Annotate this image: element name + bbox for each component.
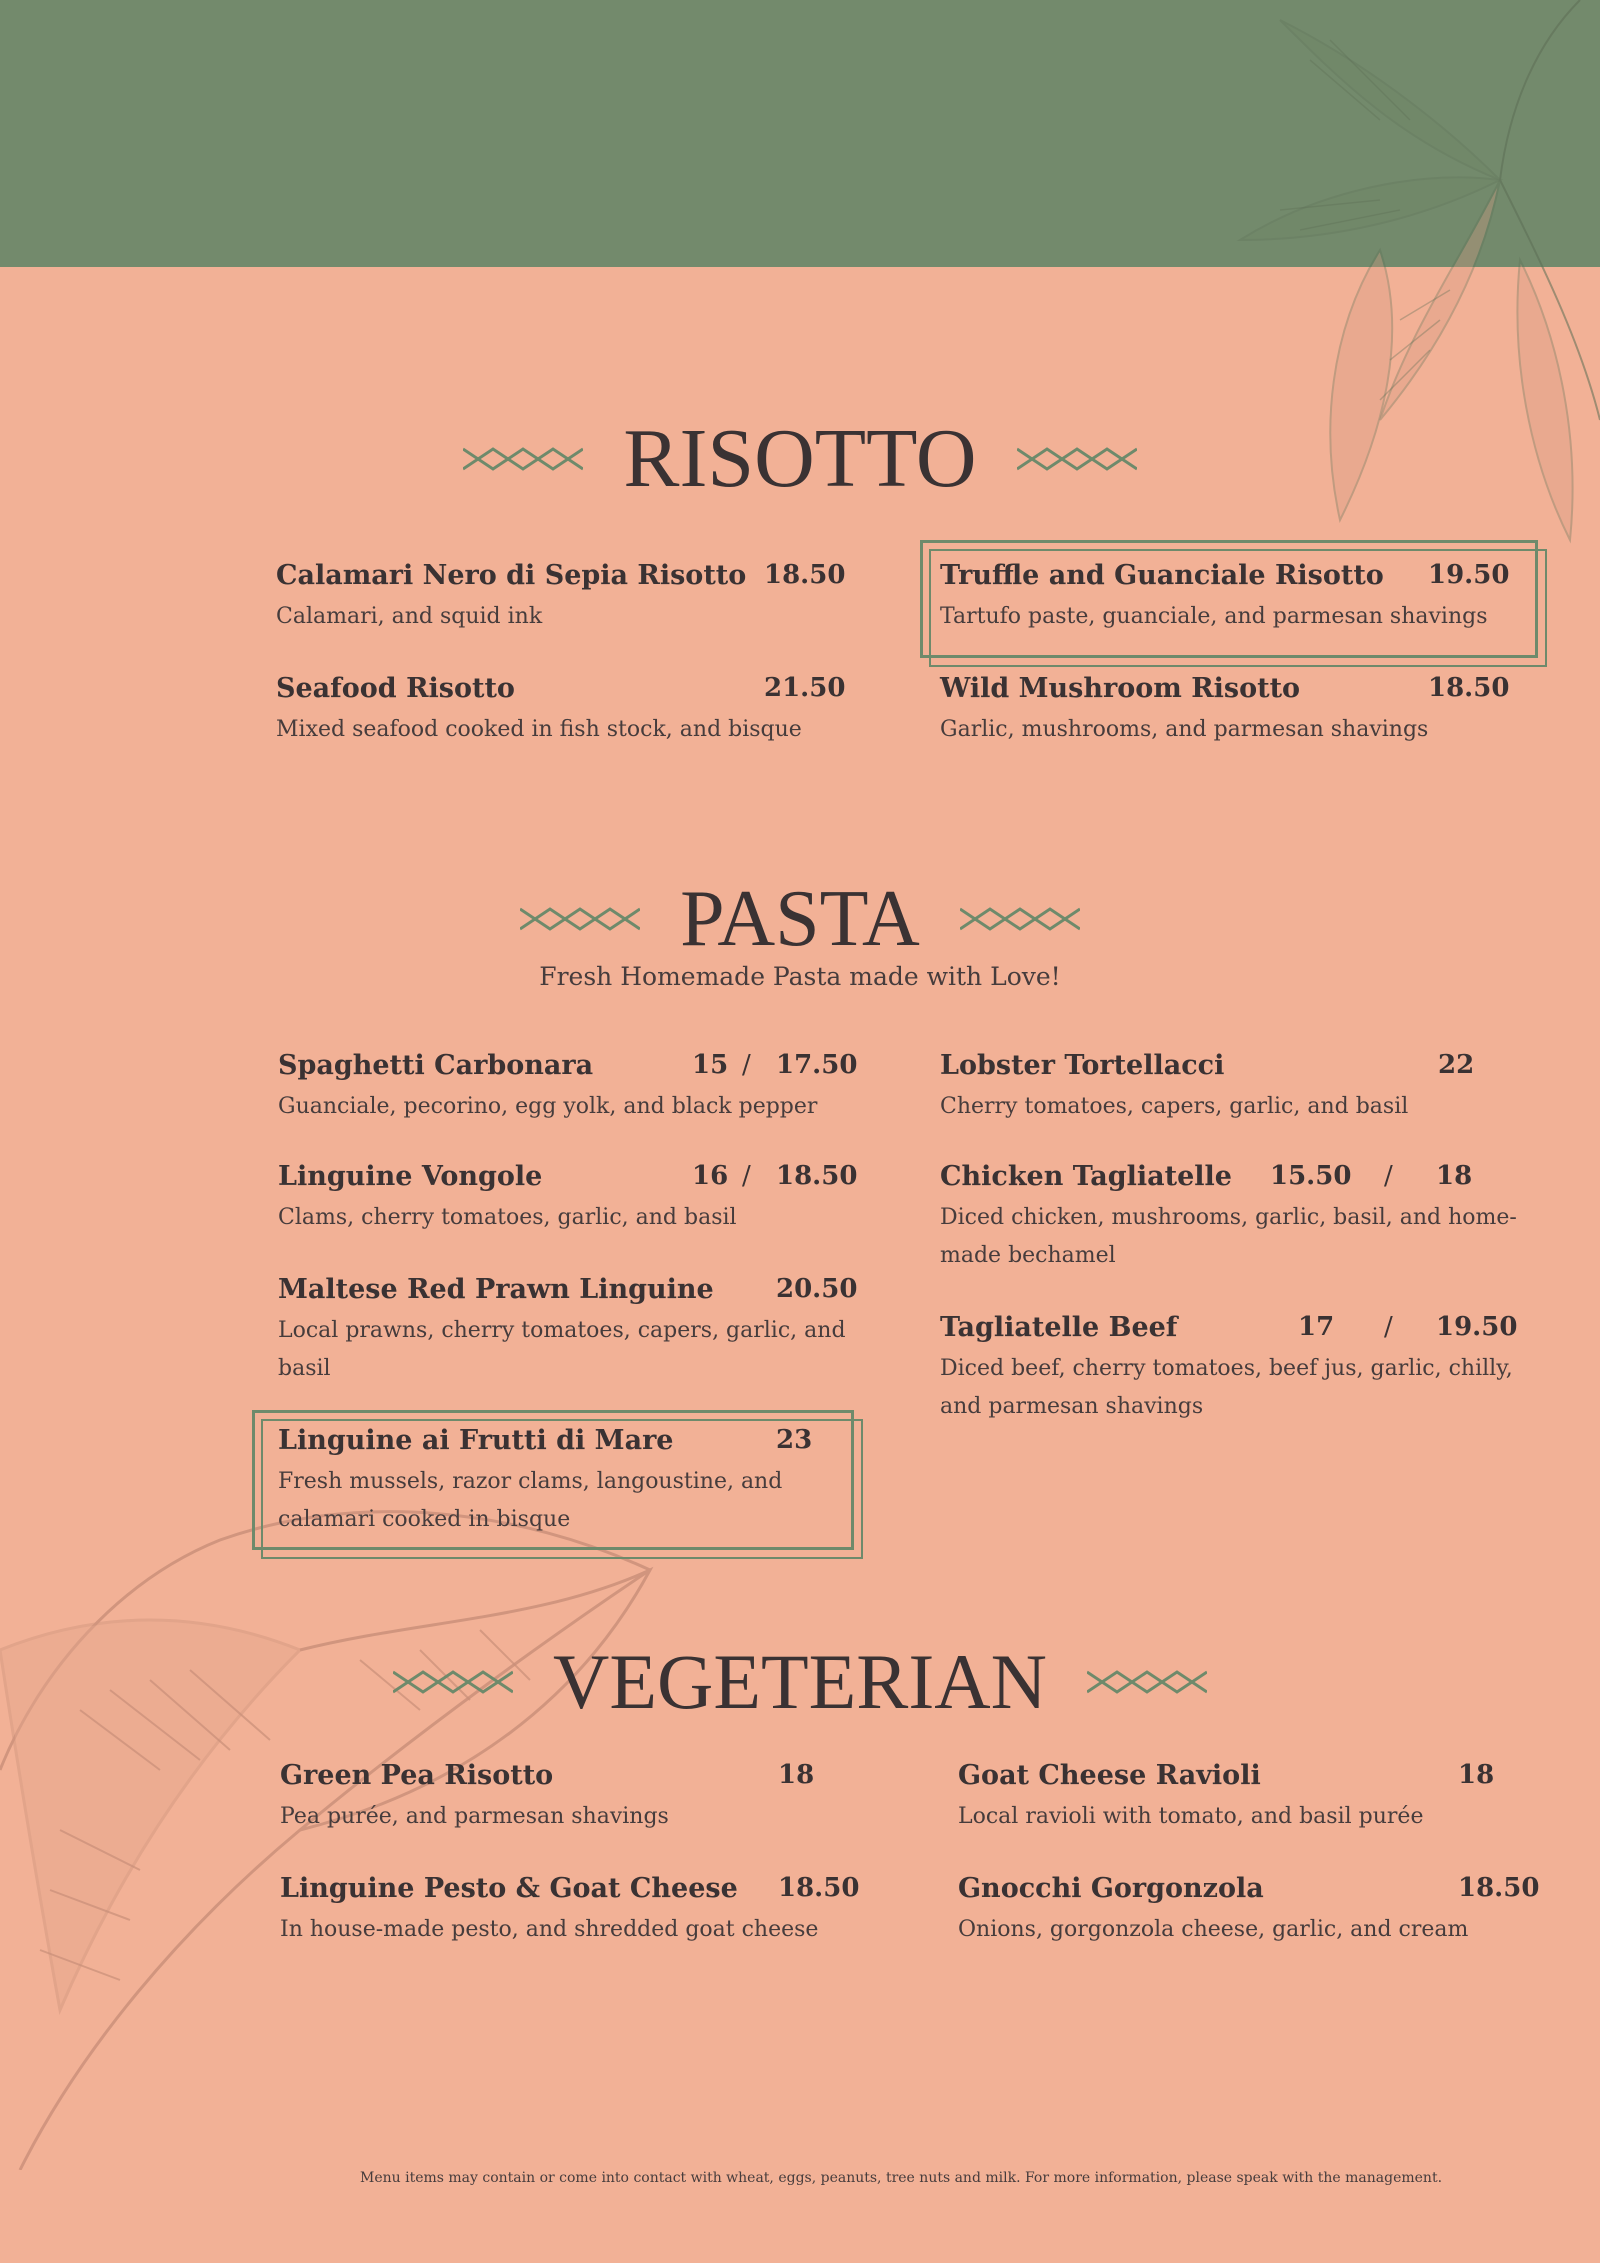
menu-item-linguine-pesto xyxy=(280,1873,860,1949)
menu-item-calamari-risotto xyxy=(276,560,846,636)
pasta-section-title xyxy=(0,868,1600,963)
item-price: 18.50 xyxy=(778,1873,860,1903)
vegetarian-title-text: VEGETERIAN xyxy=(553,1638,1047,1725)
item-name: Maltese Red Prawn Linguine xyxy=(278,1274,714,1305)
item-description-line-1: Diced chicken, mushrooms, garlic, basil, and home- xyxy=(940,1205,1517,1230)
item-description-line-1: Diced beef, cherry tomatoes, beef jus, garlic, chilly, xyxy=(940,1356,1513,1381)
menu-item-linguine-vongole xyxy=(278,1161,858,1237)
ornament-left-icon xyxy=(393,1667,513,1697)
menu-item-tagliatelle-beef xyxy=(940,1312,1520,1426)
item-description: Calamari, and squid ink xyxy=(276,604,543,629)
item-name: Tagliatelle Beef xyxy=(940,1312,1178,1343)
item-name: Lobster Tortellacci xyxy=(940,1050,1225,1081)
menu-item-mushroom-risotto xyxy=(940,673,1510,749)
item-price-small: 15 xyxy=(692,1050,729,1080)
item-price: 21.50 xyxy=(764,673,846,703)
item-name: Green Pea Risotto xyxy=(280,1760,554,1791)
item-name: Gnocchi Gorgonzola xyxy=(958,1873,1264,1904)
item-description-line-1: Local prawns, cherry tomatoes, capers, garlic, and xyxy=(278,1318,846,1343)
item-description: Onions, gorgonzola cheese, garlic, and cream xyxy=(958,1917,1469,1942)
item-name: Linguine Pesto & Goat Cheese xyxy=(280,1873,738,1904)
menu-item-maltese-red-prawn xyxy=(278,1274,858,1388)
menu-item-lobster-tortellacci xyxy=(940,1050,1520,1126)
item-price: 20.50 xyxy=(776,1274,858,1304)
vegetarian-section-title xyxy=(0,1632,1600,1725)
item-price-large: 19.50 xyxy=(1436,1312,1518,1342)
item-description-line-2: basil xyxy=(278,1356,331,1381)
price-separator: / xyxy=(1384,1161,1393,1191)
item-description: In house-made pesto, and shredded goat cheese xyxy=(280,1917,819,1942)
price-separator: / xyxy=(742,1161,751,1191)
item-description-line-2: calamari cooked in bisque xyxy=(278,1507,571,1532)
item-description-line-2: made bechamel xyxy=(940,1243,1116,1268)
item-description: Guanciale, pecorino, egg yolk, and black pepper xyxy=(278,1094,818,1119)
menu-item-spaghetti-carbonara xyxy=(278,1050,858,1126)
menu-item-frutti-di-mare xyxy=(278,1425,838,1539)
item-name: Truffle and Guanciale Risotto xyxy=(940,560,1384,591)
item-price: 19.50 xyxy=(1428,560,1510,590)
ornament-left-icon xyxy=(520,904,640,934)
price-separator: / xyxy=(1384,1312,1393,1342)
item-name: Goat Cheese Ravioli xyxy=(958,1760,1261,1791)
pasta-tagline: Fresh Homemade Pasta made with Love! xyxy=(539,962,1061,991)
item-price: 18 xyxy=(1458,1760,1495,1790)
item-price: 18 xyxy=(778,1760,815,1790)
item-name: Calamari Nero di Sepia Risotto xyxy=(276,560,747,591)
item-price: 23 xyxy=(776,1425,813,1455)
item-description: Mixed seafood cooked in fish stock, and bisque xyxy=(276,717,802,742)
item-price-large: 17.50 xyxy=(776,1050,858,1080)
item-description: Tartufo paste, guanciale, and parmesan shavings xyxy=(940,604,1488,629)
item-price-small: 17 xyxy=(1298,1312,1335,1342)
price-separator: / xyxy=(742,1050,751,1080)
menu-item-chicken-tagliatelle xyxy=(940,1161,1520,1275)
item-price: 18.50 xyxy=(1458,1873,1540,1903)
item-description: Clams, cherry tomatoes, garlic, and basil xyxy=(278,1205,737,1230)
item-description: Cherry tomatoes, capers, garlic, and basil xyxy=(940,1094,1409,1119)
item-name: Chicken Tagliatelle xyxy=(940,1161,1232,1192)
item-name: Spaghetti Carbonara xyxy=(278,1050,594,1081)
allergen-footer-note: Menu items may contain or come into contact with wheat, eggs, peanuts, tree nuts and milk. For more information, please speak with the management. xyxy=(360,2170,1443,2186)
item-price-small: 15.50 xyxy=(1270,1161,1352,1191)
ornament-left-icon xyxy=(463,444,583,474)
item-price-small: 16 xyxy=(692,1161,729,1191)
item-name: Wild Mushroom Risotto xyxy=(940,673,1301,704)
menu-item-goat-cheese-ravioli xyxy=(958,1760,1538,1836)
item-price-large: 18.50 xyxy=(776,1161,858,1191)
risotto-title-text: RISOTTO xyxy=(623,412,977,505)
pasta-title-text: PASTA xyxy=(680,875,920,963)
item-name: Linguine ai Frutti di Mare xyxy=(278,1425,674,1456)
menu-item-gnocchi-gorgonzola xyxy=(958,1873,1538,1949)
ornament-right-icon xyxy=(960,904,1080,934)
menu-item-seafood-risotto xyxy=(276,673,846,749)
item-description-line-2: and parmesan shavings xyxy=(940,1394,1204,1419)
menu-item-truffle-risotto xyxy=(940,560,1510,636)
item-description: Garlic, mushrooms, and parmesan shavings xyxy=(940,717,1429,742)
header-band xyxy=(0,0,1600,267)
item-name: Seafood Risotto xyxy=(276,673,515,704)
item-description-line-1: Fresh mussels, razor clams, langoustine, and xyxy=(278,1469,783,1494)
item-price: 22 xyxy=(1438,1050,1475,1080)
risotto-section-title xyxy=(0,405,1600,505)
item-name: Linguine Vongole xyxy=(278,1161,543,1192)
menu-item-green-pea-risotto xyxy=(280,1760,860,1836)
item-description: Local ravioli with tomato, and basil purée xyxy=(958,1804,1424,1829)
item-price-large: 18 xyxy=(1436,1161,1473,1191)
ornament-right-icon xyxy=(1087,1667,1207,1697)
item-price: 18.50 xyxy=(764,560,846,590)
item-price: 18.50 xyxy=(1428,673,1510,703)
item-description: Pea purée, and parmesan shavings xyxy=(280,1804,669,1829)
ornament-right-icon xyxy=(1017,444,1137,474)
